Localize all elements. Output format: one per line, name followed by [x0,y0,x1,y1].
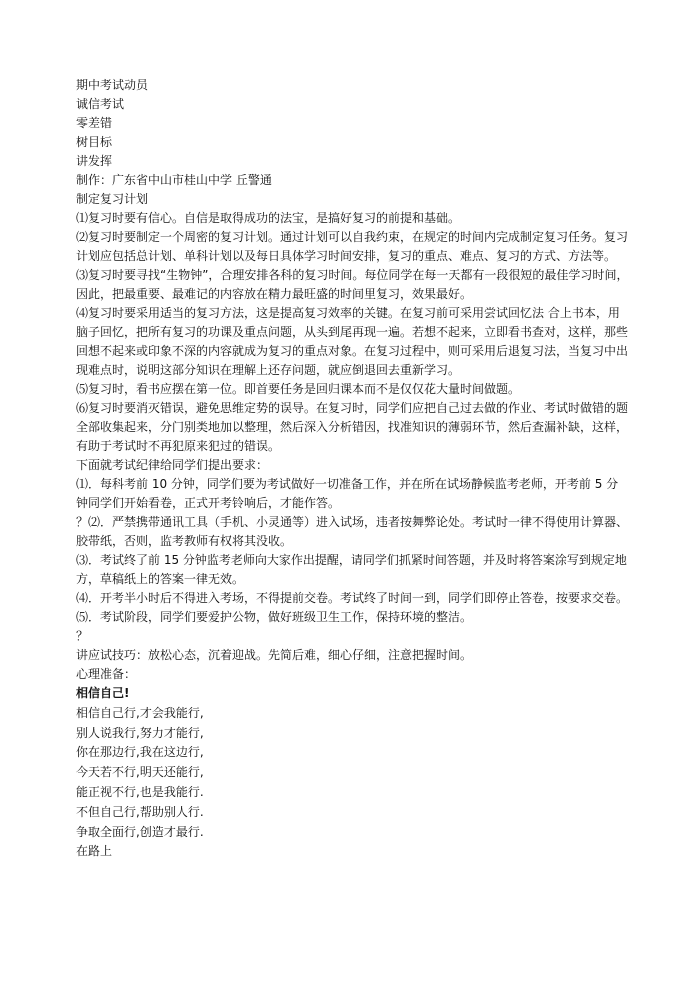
plan-item: ⑴复习时要有信心。自信是取得成功的法宝，是搞好复习的前提和基础。 [76,211,461,225]
title-line: 期中考试动员 [76,78,149,92]
poem-line: 不但自己行,帮助别人行. [76,804,204,819]
plan-item: ⑸复习时，看书应摆在第一位。即首要任务是回归课本而不是仅仅花大量时间做题。 [76,382,521,396]
plan-item: ⑶复习时要寻找“生物钟”，合理安排各科的复习时间。每位同学在每一天都有一段很短的最佳学习时间，因此，把最重要、最难记的内容放在精力最旺盛的时间里复习，效果最好。 [76,268,629,301]
poem-line: 相信自己行,才会我能行, [76,705,204,720]
title-line: 讲发挥 [76,154,113,168]
plan-heading: 制定复习计划 [76,192,149,206]
last-line: 在路上 [76,844,113,859]
question-mark: ？ [76,629,89,643]
rule-item: ⑶．考试终了前 15 分钟监考老师向大家作出提醒，请同学们抓紧时间答题，并及时将答案涂写到规定地方，草稿纸上的答案一律无效。 [76,553,627,586]
rules-heading: 下面就考试纪律给同学们提出要求： [76,458,269,472]
title-line: 诚信考试 [76,97,125,111]
plan-item: ⑵复习时要制定一个周密的复习计划。通过计划可以自我约束，在规定的时间内完成制定复习任务。复习计划应包括总计划、单科计划以及每日具体学习时间安排，复习的重点、难点、复习的方式、方法等。 [76,230,629,263]
mental-heading: 心理准备： [76,667,137,681]
poem-line: 争取全面行,创造才最行. [76,824,204,839]
rule-item: ⑴．每科考前 10 分钟，同学们要为考试做好一切准备工作，并在所在试场静候监考老师，开考前 5 分钟同学们开始看卷，正式开考铃响后，才能作答。 [76,477,619,510]
poem-line: 别人说我行,努力才能行, [76,725,204,740]
author-line: 制作：广东省中山市桂山中学 丘警通 [76,173,272,187]
plan-item: ⑹复习时要消灭错误，避免思维定势的误导。在复习时，同学们应把自己过去做的作业、考试时做错的题全部收集起来，分门别类地加以整理，然后深入分析错因，找准知识的薄弱环节，然后查漏补缺，这样，有助于考试时不再犯原来犯过的错误。 [76,401,629,453]
rule-item: ？⑵．严禁携带通讯工具（手机、小灵通等）进入试场，违者按舞弊论处。考试时一律不得使用计算器、胶带纸，否则，监考教师有权将其没收。 [76,515,629,548]
poem-line: 今天若不行,明天还能行, [76,765,204,780]
title-line: 树目标 [76,135,113,149]
mental-title: 相信自己! [76,686,130,700]
rule-item: ⑷．开考半小时后不得进入考场，不得提前交卷。考试终了时间一到，同学们即停止答卷，按要求交卷。 [76,591,629,605]
poem-line: 能正视不行,也是我能行. [76,784,204,799]
rule-item: ⑸．考试阶段，同学们要爱护公物，做好班级卫生工作，保持环境的整洁。 [76,610,473,624]
poem-line: 你在那边行,我在这边行, [76,745,204,760]
title-line: 零差错 [76,116,113,130]
plan-item: ⑷复习时要采用适当的复习方法，这是提高复习效率的关键。在复习前可采用尝试回忆法 合上书本，用脑子回忆，把所有复习的功课及重点问题，从头到尾再现一遍。若想不起来，立即看书查对，这样，那些回想不起来或印象不深的内容就成为复习的重点对象。在复习过程中，则可采用后退复习法，当复习中出现难点时，说明这部分知识在理解上还存问题，就应倒退回去重新学习。 [76,306,629,377]
document-page [76,76,630,862]
exam-tips: 讲应试技巧：放松心态，沉着迎战。先简后难，细心仔细，注意把握时间。 [76,648,473,662]
